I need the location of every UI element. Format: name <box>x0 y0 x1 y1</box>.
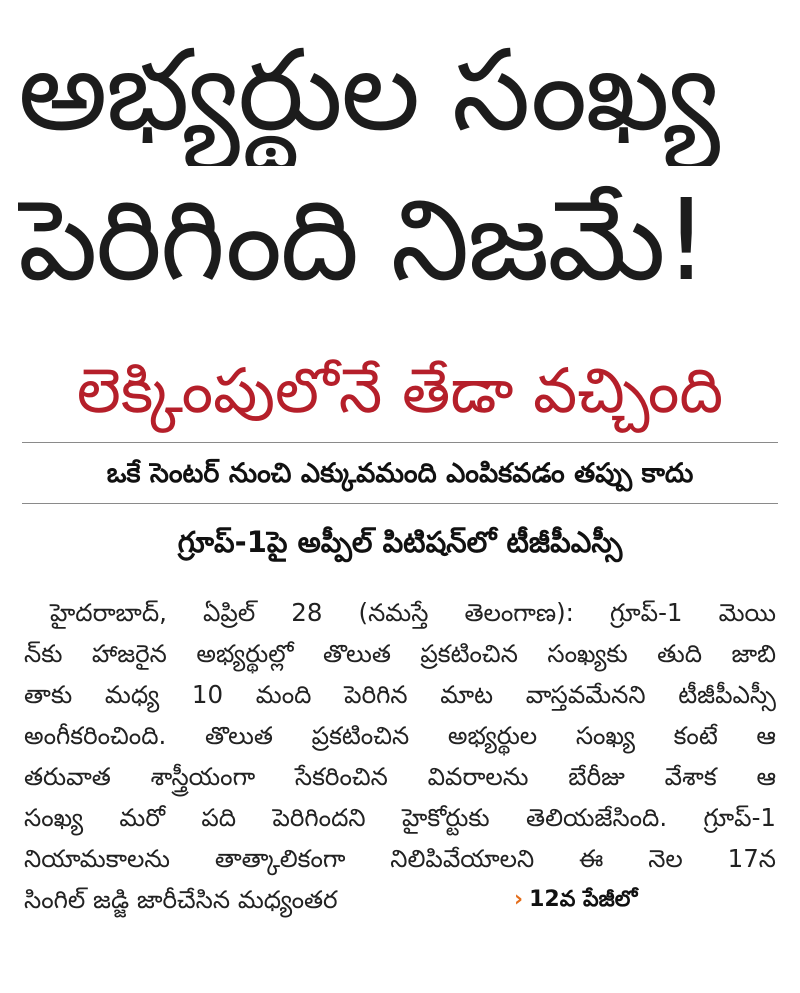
continued-on-page-link[interactable] <box>514 879 637 920</box>
body-line: హైదరాబాద్, ఏప్రిల్ 28 (నమస్తే తెలంగాణ): గ్రూప్-1 మెయి <box>50 598 776 627</box>
chevron-right-icon: › <box>514 887 524 912</box>
continued-label: 12వ పేజీలో <box>529 887 638 912</box>
divider-top <box>22 442 778 443</box>
deck-line-2: గ్రూప్-1పై అప్పీల్ పిటిషన్‌లో టీజీపీఎస్సీ <box>177 525 623 559</box>
divider-bottom <box>22 503 778 504</box>
body-line: సంఖ్య మరో పది పెరిగిందని హైకోర్టుకు తెలియజేసింది. గ్రూప్-1 <box>24 803 776 832</box>
body-line: నియామకాలను తాత్కాలికంగా నిలిపివేయాలని ఈ నెల 17న <box>24 844 776 873</box>
headline-line-1: అభ్యర్థుల సంఖ్య <box>18 26 718 156</box>
deck-line-1: ఒకే సెంటర్ నుంచి ఎక్కువమంది ఎంపికవడం తప్పు కాదు <box>106 458 694 489</box>
body-line-last <box>24 879 776 920</box>
body-line: తరువాత శాస్త్రీయంగా సేకరించిన వివరాలను బేరీజు వేశాక ఆ <box>24 762 776 791</box>
subheadline: లెక్కింపులోనే తేడా వచ్చింది <box>76 354 724 427</box>
article-body <box>24 592 776 920</box>
body-line: అంగీకరించింది. తొలుత ప్రకటించిన అభ్యర్థుల సంఖ్య కంటే ఆ <box>24 721 776 750</box>
body-line-text: సింగిల్ జడ్జి జారీచేసిన మధ్యంతర <box>24 885 338 914</box>
headline-line-2: పెరిగింది నిజమే! <box>18 176 707 306</box>
body-line: న్‌కు హాజరైన అభ్యర్థుల్లో తొలుత ప్రకటించిన సంఖ్యకు తుది జాబి <box>24 639 776 668</box>
body-line: తాకు మధ్య 10 మంది పెరిగిన మాట వాస్తవమేనని టీజీపీఎస్సీ <box>24 680 776 709</box>
